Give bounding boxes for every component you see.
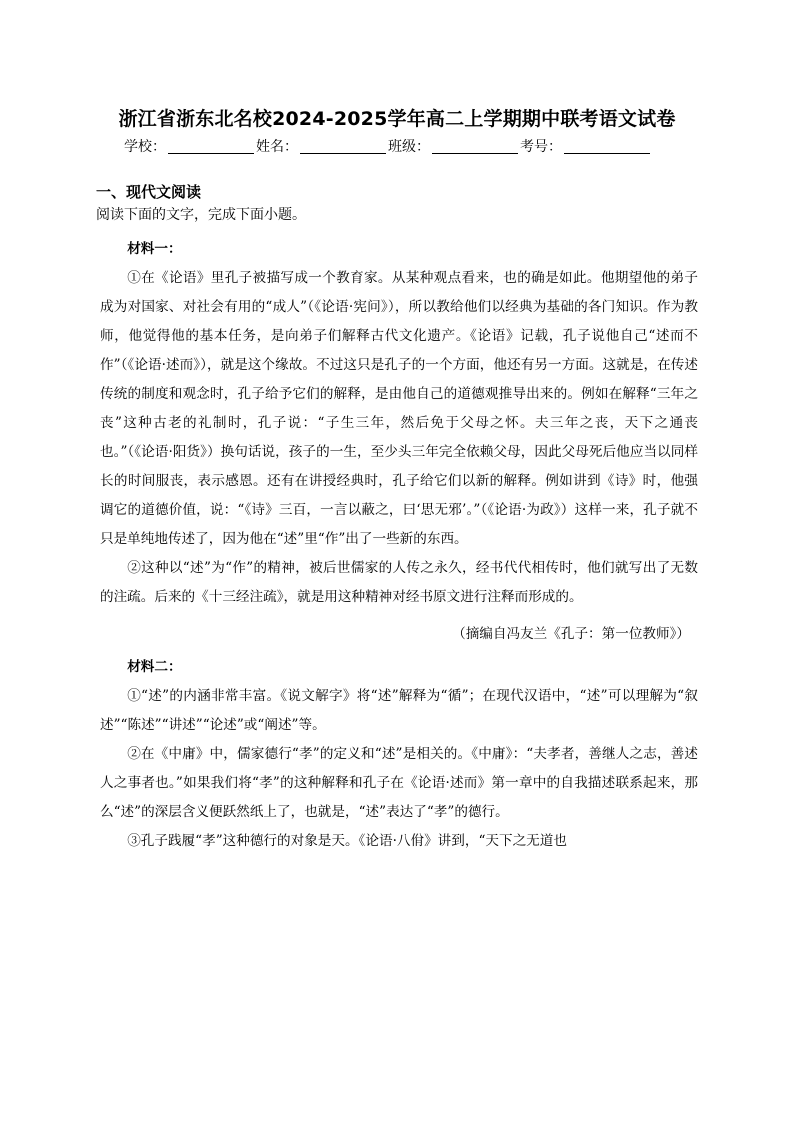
material-two-paragraph-2: ②在《中庸》中，儒家德行“孝”的定义和“述”是相关的。《中庸》：“夫孝者，善继人之志，善述人之事者也。”如果我们将“孝”的这种解释和孔子在《论语·述而》第一章中的自我描述联系起来，那么“述”的深层含义便跃然纸上了，也就是，“述”表达了“孝”的德行。 — [100, 746, 698, 820]
material-two-paragraph-3: ③孔子践履“孝”这种德行的对象是天。《论语·八佾》讲到，“天下之无道也 — [127, 833, 567, 849]
name-blank[interactable] — [300, 139, 386, 154]
reading-passage — [100, 235, 698, 856]
school-blank[interactable] — [168, 139, 254, 154]
student-info-row — [124, 136, 684, 156]
section-heading: 一、现代文阅读 — [96, 183, 202, 201]
material-one-paragraph-2: ②这种以“述”为“作”的精神，被后世儒家的人传之永久，经书代代相传时，他们就写出了无数的注疏。后来的《十三经注疏》，就是用这种精神对经书原文进行注释而形成的。 — [100, 560, 698, 605]
exam-number-label: 考号： — [520, 139, 562, 155]
material-one-paragraph-1: ①在《论语》里孔子被描写成一个教育家。从某种观点看来，也的确是如此。他期望他的弟子成为对国家、对社会有用的“成人”（《论语·宪问》），所以教给他们以经典为基础的各门知识。作为教师，他觉得他的基本任务，是向弟子们解释古代文化遗产。《论语》记载，孔子说他自己“述而不作”（《论语·述而》），就是这个缘故。不过这只是孔子的一个方面，他还有另一方面。这就是，在传述传统的制度和观念时，孔子给予它们的解释，是由他自己的道德观推导出来的。例如在解释“三年之丧”这种古老的礼制时，孔子说：“子生三年，然后免于父母之怀。夫三年之丧，天下之通丧也。”（《论语·阳货》）换句话说，孩子的一生，至少头三年完全依赖父母，因此父母死后他应当以同样长的时间服丧，表示感恩。还有在讲授经典时，孔子给它们以新的解释。例如讲到《诗》时，他强调它的道德价值，说：“《诗》三百，一言以蔽之，曰‘思无邪’。”（《论语·为政》）这样一来，孔子就不只是单纯地传述了，因为他在“述”里“作”出了一些新的东西。 — [100, 270, 698, 547]
section-instruction: 阅读下面的文字，完成下面小题。 — [96, 207, 306, 223]
material-one-source: （摘编自冯友兰《孔子：第一位教师》） — [452, 626, 690, 642]
material-two-paragraph-1: ①“述”的内涵非常丰富。《说文解字》将“述”解释为“循”；在现代汉语中，“述”可以理解为“叙述”“陈述”“讲述”“论述”或“阐述”等。 — [100, 688, 698, 733]
material-one-label: 材料一： — [127, 241, 182, 257]
school-label: 学校： — [124, 139, 166, 155]
class-blank[interactable] — [432, 139, 518, 154]
name-label: 姓名： — [256, 139, 298, 155]
exam-title: 浙江省浙东北名校2024-2025学年高二上学期期中联考语文试卷 — [118, 108, 676, 130]
class-label: 班级： — [388, 139, 430, 155]
material-two-label: 材料二： — [127, 659, 182, 675]
exam-number-blank[interactable] — [564, 139, 650, 154]
